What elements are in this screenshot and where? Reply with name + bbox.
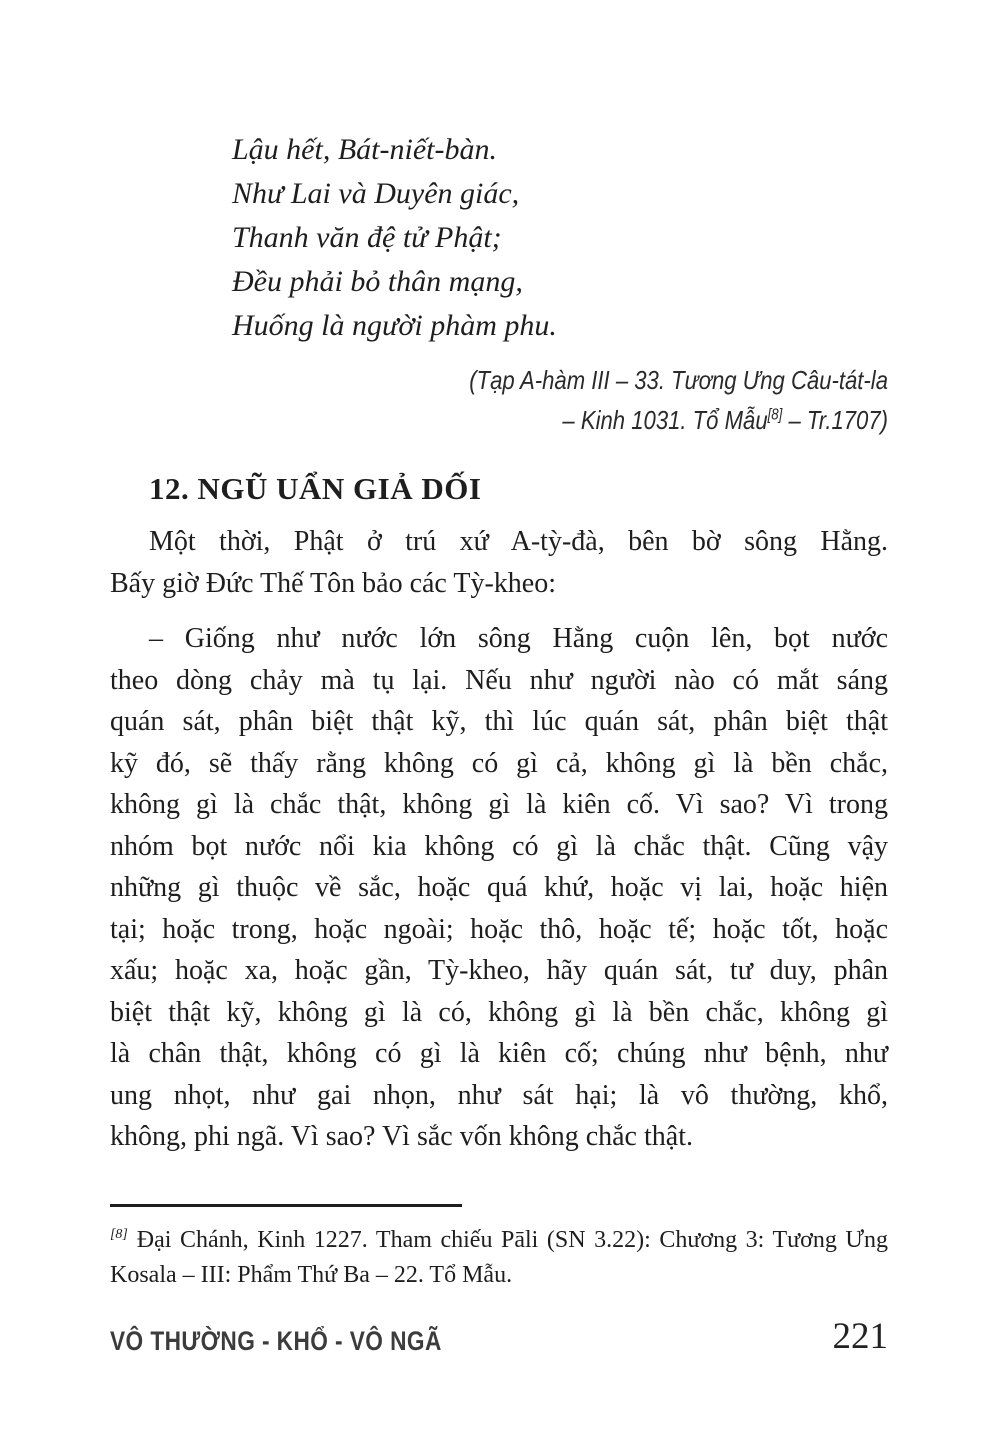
text-line: xấu; hoặc xa, hoặc gần, Tỳ-kheo, hãy quán sát, tư duy, phân: [110, 955, 888, 986]
footnote-text: Đại Chánh, Kinh 1227. Tham chiếu Pāli (SN 3.22): Chương 3: Tương Ưng: [136, 1226, 888, 1253]
text-line: Lậu hết, Bát-niết-bàn.: [232, 133, 497, 166]
text-line: không, phi ngã. Vì sao? Vì sắc vốn không chắc thật.: [110, 1121, 693, 1152]
text-line: quán sát, phân biệt thật kỹ, thì lúc quán sát, phân biệt thật: [110, 706, 888, 737]
text-line: Bấy giờ Đức Thế Tôn bảo các Tỳ-kheo:: [110, 567, 556, 599]
paragraph-intro: [110, 521, 888, 604]
text-line: Thanh văn đệ tử Phật;: [232, 221, 502, 254]
footnote-line-1: [110, 1223, 888, 1258]
citation-line-2: [227, 400, 888, 440]
footnote-divider: [110, 1204, 462, 1207]
running-title: VÔ THƯỜNG - KHỔ - VÔ NGÃ: [110, 1325, 442, 1356]
footnote: [110, 1223, 888, 1293]
text-line: là chân thật, không có gì là kiên cố; chúng như bệnh, như: [110, 1038, 888, 1069]
text-line: nhóm bọt nước nổi kia không có gì là chắc thật. Cũng vậy: [110, 830, 888, 862]
footnote-number-marker: [8]: [110, 1226, 128, 1242]
text-line: Một thời, Phật ở trú xứ A-tỳ-đà, bên bờ sông Hằng.: [149, 526, 888, 557]
text-line: Như Lai và Duyên giác,: [232, 177, 520, 210]
section-heading: 12. NGŨ UẨN GIẢ DỐI: [149, 471, 482, 506]
text-line: những gì thuộc về sắc, hoặc quá khứ, hoặc vị lai, hoặc hiện: [110, 872, 888, 903]
verse-block: [232, 128, 888, 348]
text-line: ung nhọt, như gai nhọn, như sát hại; là vô thường, khổ,: [110, 1079, 888, 1111]
citation-line-1: (Tạp A-hàm III – 33. Tương Ưng Câu-tát-la: [469, 365, 888, 395]
text-line: Huống là người phàm phu.: [232, 309, 557, 342]
text-line: Đều phải bỏ thân mạng,: [232, 265, 523, 298]
page-number: 221: [832, 1316, 888, 1357]
text-line: biệt thật kỹ, không gì là có, không gì là bền chắc, không gì: [110, 996, 888, 1028]
text-line: không gì là chắc thật, không gì là kiên cố. Vì sao? Vì trong: [110, 789, 888, 820]
citation-text-tail: – Tr.1707): [782, 405, 888, 435]
citation-text: – Kinh 1031. Tổ Mẫu: [562, 405, 768, 435]
footnote-ref-marker: [8]: [767, 406, 783, 424]
text-line: theo dòng chảy mà tụ lại. Nếu như người nào có mắt sáng: [110, 664, 888, 696]
text-line: – Giống như nước lớn sông Hằng cuộn lên, bọt nước: [149, 623, 888, 654]
page-footer: [110, 1318, 888, 1357]
text-line: kỹ đó, sẽ thấy rằng không có gì cả, không gì là bền chắc,: [110, 747, 888, 779]
text-line: tại; hoặc trong, hoặc ngoài; hoặc thô, hoặc tế; hoặc tốt, hoặc: [110, 913, 888, 945]
citation-block: [110, 360, 888, 440]
footnote-line-2: Kosala – III: Phẩm Thứ Ba – 22. Tổ Mẫu.: [110, 1261, 513, 1288]
paragraph-body: [110, 618, 888, 1158]
